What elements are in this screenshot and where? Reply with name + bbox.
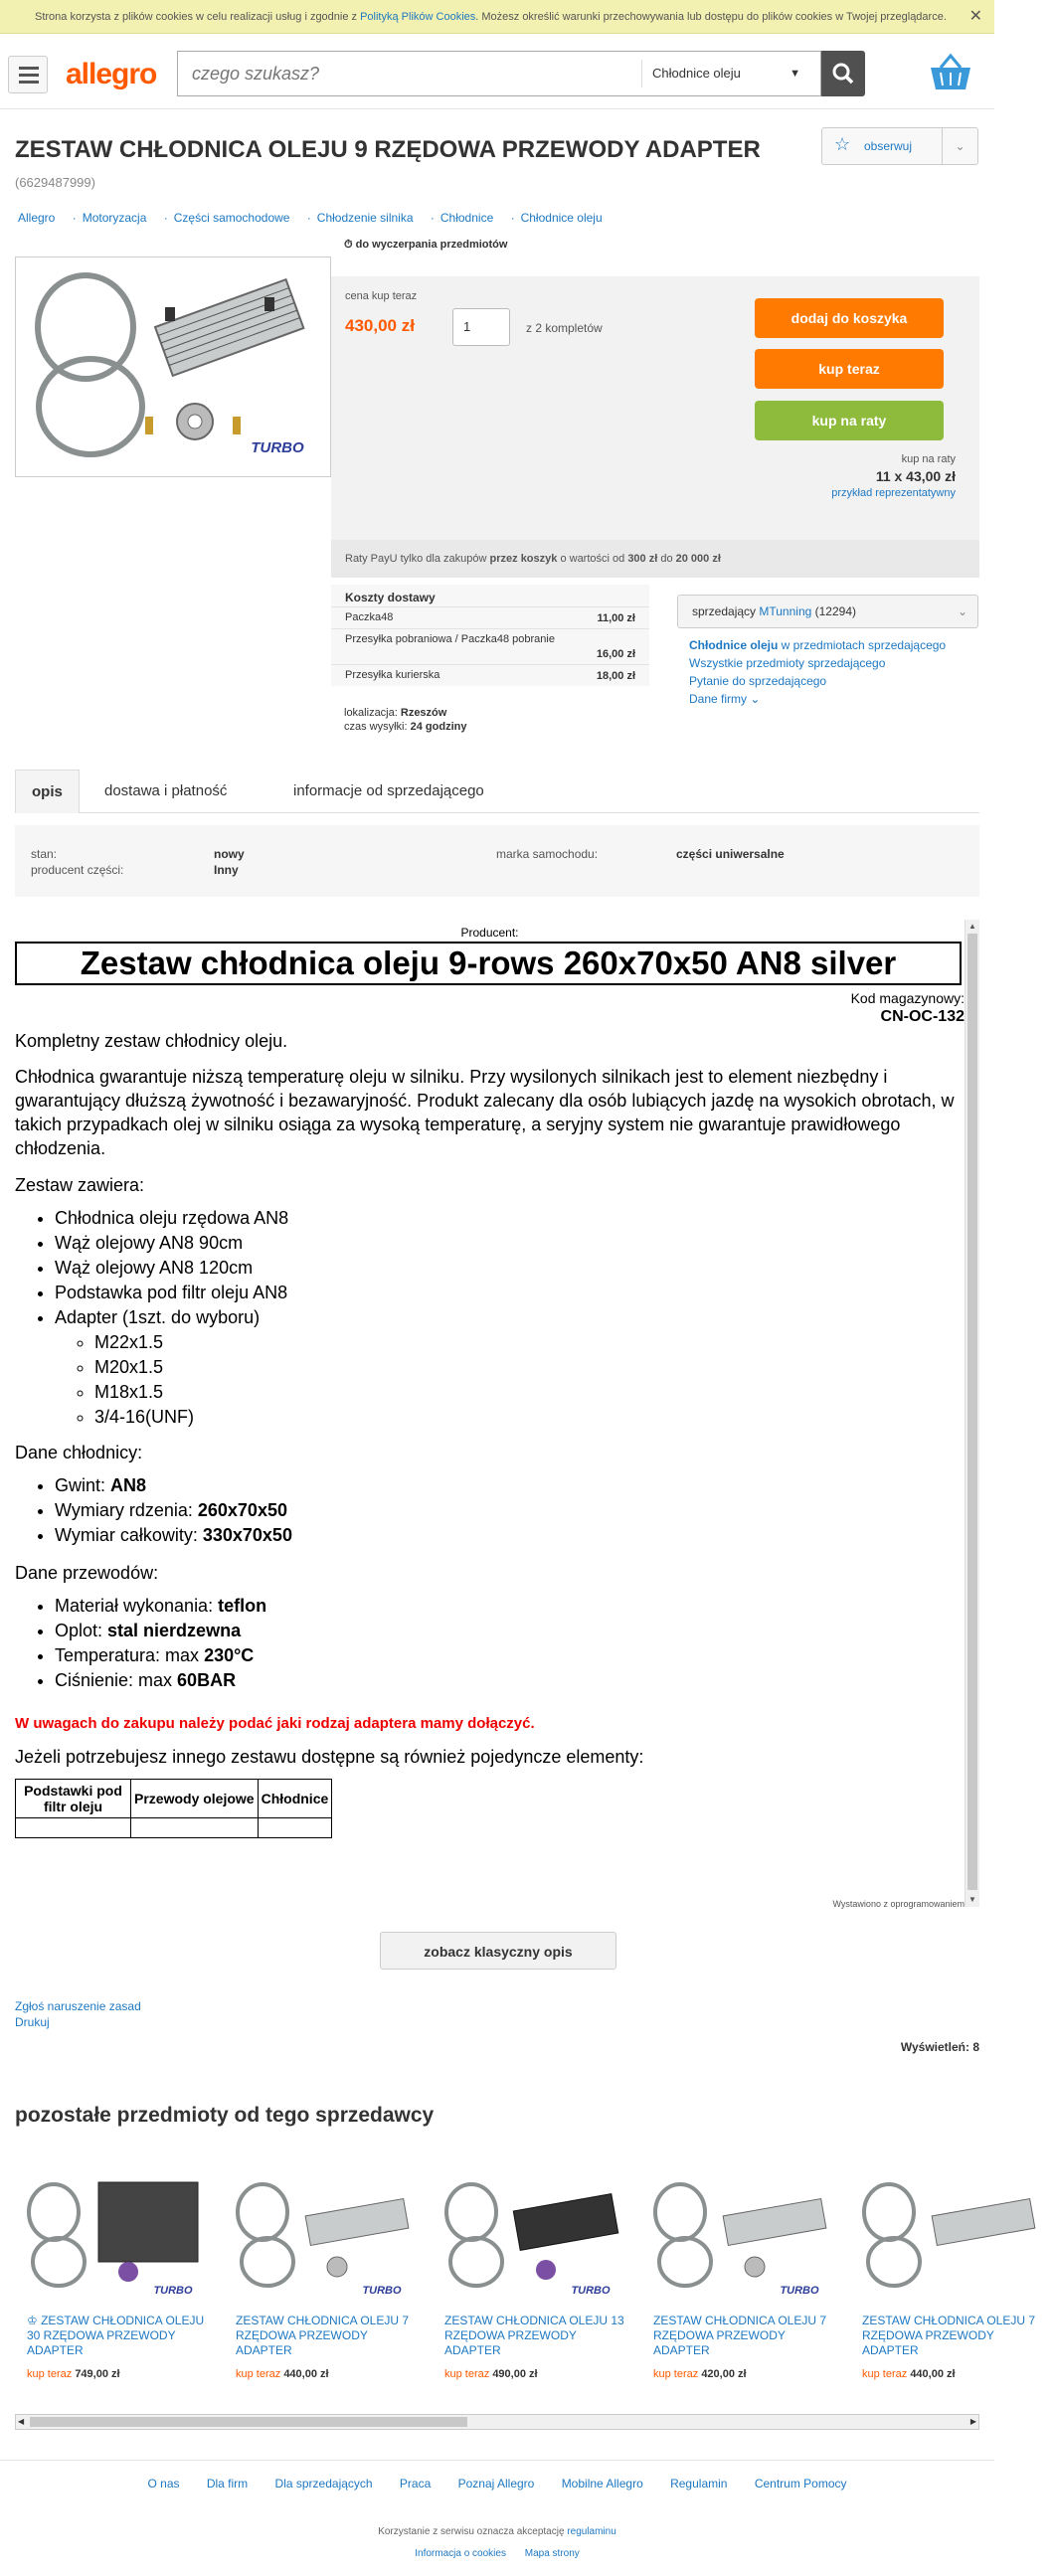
list-item: ◦ M20x1.5 [94,1355,194,1380]
item-price: kup teraz 749,00 zł [27,2368,120,2380]
list-item[interactable] [433,2162,636,2389]
list-item: • Temperatura: max 230°C [55,1643,266,1668]
breadcrumb-item[interactable]: Części samochodowe [173,211,290,225]
svg-text:TURBO: TURBO [153,2285,193,2297]
price: 430,00 zł [345,316,415,335]
footer-links [0,2477,994,2490]
item-thumbnail [645,2172,834,2300]
software-note: Wystawiono z oprogramowaniem [832,1899,965,1909]
search-button[interactable] [821,51,865,96]
footer-link[interactable]: Regulamin [670,2477,728,2490]
list-item: • Adapter (1szt. do wyboru) [55,1305,288,1330]
carousel-scrollbar[interactable] [15,2414,979,2430]
item-parameters: stan: nowy producent części: Inny marka samochodu: części uniwersalne [15,825,979,897]
description-frame [15,920,979,1907]
footer [0,2460,994,2576]
breadcrumb-item[interactable]: Chłodnice oleju [520,211,603,225]
shipping-costs [331,585,649,686]
footer-link[interactable]: Dla firm [206,2477,249,2490]
breadcrumb-item[interactable]: Motoryzacja [82,211,147,225]
breadcrumb-item[interactable]: Chłodzenie silnika [316,211,414,225]
footer-link[interactable]: Centrum Pomocy [754,2477,847,2490]
chevron-down-icon: ⌄ [750,692,761,706]
installments-example-link[interactable]: przykład reprezentatywny [831,487,956,499]
svg-text:TURBO: TURBO [251,439,304,456]
report-link[interactable]: Zgłoś naruszenie zasad [15,1999,141,2013]
footer-link[interactable]: O nas [147,2477,180,2490]
list-item[interactable] [15,2162,219,2389]
item-name[interactable]: ZESTAW CHŁODNICA OLEJU 7 RZĘDOWA PRZEWODY ADAPTER [653,2314,827,2357]
item-price: kup teraz 490,00 zł [444,2368,538,2380]
basket-icon [927,50,974,95]
quantity-input[interactable]: 1 [452,308,510,346]
list-item: • Wymiary rdzenia: 260x70x50 [55,1498,292,1523]
footer-link[interactable]: Informacja o cookies [415,2548,506,2559]
svg-text:TURBO: TURBO [362,2285,402,2297]
installments-value: 11 x 43,00 zł [875,468,956,484]
description-scrollbar[interactable] [965,920,979,1907]
add-to-cart-button[interactable]: dodaj do koszyka [755,298,944,338]
buy-now-button[interactable]: kup teraz [755,349,944,389]
availability-text: do wyczerpania przedmiotów [355,239,508,251]
search-input[interactable] [192,52,649,95]
location: Rzeszów [400,707,447,719]
close-icon[interactable]: ✕ [968,8,982,25]
print-link[interactable]: Drukuj [15,2015,50,2029]
footer-link[interactable]: Mapa strony [524,2548,580,2559]
list-item[interactable] [641,2162,845,2389]
item-price: kup teraz 440,00 zł [236,2368,329,2380]
breadcrumb: Allegro · Motoryzacja · Części samochodowe · Chłodzenie silnika · Chłodnice · Chłodnice oleju [18,211,603,225]
item-name[interactable]: ♔ ZESTAW CHŁODNICA OLEJU 30 RZĘDOWA PRZEWODY ADAPTER [27,2314,205,2357]
classic-description-button[interactable]: zobacz klasyczny opis [380,1932,616,1970]
footer-link[interactable]: Mobilne Allegro [561,2477,643,2490]
star-icon: ☆ [834,134,851,154]
table-cell [258,1818,332,1838]
seller-link[interactable]: Chłodnice oleju w przedmiotach sprzedającego [689,638,947,652]
item-name[interactable]: ZESTAW CHŁODNICA OLEJU 13 RZĘDOWA PRZEWODY ADAPTER [444,2314,624,2357]
search-category-value: Chłodnice oleju [652,66,741,81]
description-paragraph: Chłodnica gwarantuje niższą temperaturę oleju w silniku. Przy wysilonych silnikach jest to element niezbędny i gwarantujący dłuższą żywotność i bezawaryjność. Produkt zalecany dla osób lubiących jazdę na wysokich obrotach, w takich przypadkach olej w silniku osiąga za wysoką temperaturę, a seryjny system nie gwarantuje prawidłowego chłodzenia. [15,1067,955,1158]
search-category-select[interactable] [641,60,810,87]
hoses-title: Dane przewodów: [15,1563,159,1583]
breadcrumb-item[interactable]: Chłodnice [439,211,494,225]
chevron-down-icon: ▼ [790,68,800,80]
search-icon [821,51,865,96]
tabs [15,770,979,813]
shipping-row: Przesyłka pobraniowa / Paczka48 pobranie 16,00 zł [331,628,649,664]
page-title [15,135,771,198]
installments-button[interactable]: kup na raty [755,401,944,440]
set-list [55,1206,288,1330]
search-bar [177,51,821,96]
description-title: Zestaw chłodnica oleju 9-rows 260x70x50 AN8 silver [15,942,962,985]
installments-label: kup na raty [901,453,956,465]
list-item: • Wąż olejowy AN8 120cm [55,1256,288,1281]
chevron-down-icon: ⌄ [957,604,967,618]
cooler-title: Dane chłodnicy: [15,1443,143,1462]
item-thumbnail [19,2172,208,2300]
item-name[interactable]: ZESTAW CHŁODNICA OLEJU 7 RZĘDOWA PRZEWODY ADAPTER [862,2314,1036,2357]
item-thumbnail [437,2172,625,2300]
views-count: Wyświetleń: 8 [900,2040,979,2054]
seller-name[interactable]: MTunning [759,604,812,618]
seller-link[interactable]: Pytanie do sprzedającego [689,674,827,688]
seller-link[interactable]: Dane firmy ⌄ [689,692,761,706]
item-thumbnail [854,2172,1043,2300]
seller-rating: (12294) [814,604,857,618]
observe-label: obserwuj [864,139,913,153]
item-thumbnail [228,2172,417,2300]
table-cell [16,1818,131,1838]
other-items-carousel [15,2162,1036,2401]
producer-label: Producent: [460,926,519,940]
cookie-text: Strona korzysta z plików cookies w celu realizacji usług i zgodnie z [35,11,361,23]
terms-link[interactable]: regulaminu [567,2526,616,2537]
cookie-bar [0,0,994,34]
breadcrumb-item[interactable]: Allegro [18,211,56,225]
list-item: ◦ M22x1.5 [94,1330,194,1355]
list-item: • Wymiar całkowity: 330x70x50 [55,1523,292,1548]
seller-box[interactable]: sprzedający MTunning (12294) ⌄ [677,595,978,628]
set-title: Zestaw zawiera: [15,1175,145,1195]
report-links [15,1998,141,2030]
product-image[interactable] [15,257,331,477]
scroll-down-icon[interactable]: ▼ [968,1895,976,1904]
item-price: kup teraz 420,00 zł [653,2368,747,2380]
location-info: lokalizacja: Rzeszów czas wysyłki: 24 godziny [344,707,467,733]
list-item: • Chłodnica oleju rzędowa AN8 [55,1206,288,1231]
clock-icon: ⏱ [344,239,353,251]
table-cell [131,1818,259,1838]
footer-link[interactable]: Dla sprzedających [274,2477,373,2490]
other-elements-text: Jeżeli potrzebujesz innego zestawu dostępne są również pojedyncze elementy: [15,1747,644,1767]
footer-link[interactable]: Poznaj Allegro [457,2477,535,2490]
shipping-title: Koszty dostawy [345,591,436,604]
menu-button[interactable] [8,56,48,93]
other-items-title: pozostałe przedmioty od tego sprzedawcy [15,2104,435,2127]
table-header: Chłodnice [258,1780,332,1818]
shipping-row: Przesyłka kurierska 18,00 zł [331,664,649,686]
hoses-list [55,1594,266,1693]
seller-link[interactable]: Wszystkie przedmioty sprzedającego [689,656,886,670]
list-item: ◦ 3/4-16(UNF) [94,1405,194,1430]
list-item[interactable] [224,2162,428,2389]
chevron-down-icon[interactable]: ⌄ [942,128,977,164]
footer-links-secondary [0,2548,994,2559]
badge-icon: ♔ [27,2314,42,2327]
list-item: • Gwint: AN8 [55,1473,292,1498]
cookie-text-after: . Możesz określić warunki przechowywania lub dostępu do plików cookies w Twojej przeglądarce. [475,11,947,23]
list-item: ◦ M18x1.5 [94,1380,194,1405]
svg-text:TURBO: TURBO [571,2285,611,2297]
list-item[interactable] [850,2162,1054,2389]
adapter-list [94,1330,194,1430]
price-label: cena kup teraz [345,290,418,302]
table-header: Podstawki pod filtr oleju [16,1780,131,1818]
shipping-time: 24 godziny [410,721,467,733]
cart-button[interactable] [927,50,974,95]
observe-button[interactable] [821,127,978,165]
product-title: ZESTAW CHŁODNICA OLEJU 9 RZĘDOWA PRZEWODY ADAPTER [15,136,761,163]
description-intro: Kompletny zestaw chłodnicy oleju. [15,1031,288,1051]
payu-info: Raty PayU tylko dla zakupów przez koszyk o wartości od 300 zł do 20 000 zł [331,540,979,578]
tab-shipping[interactable]: dostawa i płatność [104,782,228,799]
item-name[interactable]: ZESTAW CHŁODNICA OLEJU 7 RZĘDOWA PRZEWODY ADAPTER [236,2314,410,2357]
table-header: Przewody olejowe [131,1780,259,1818]
item-price: kup teraz 440,00 zł [862,2368,956,2380]
elements-table [15,1779,332,1838]
footer-note: Korzystanie z serwisu oznacza akceptację regulaminu [378,2526,616,2537]
stock-code: Kod magazynowy: CN-OC-132 [850,990,965,1025]
seller-links [689,636,946,708]
svg-text:TURBO: TURBO [780,2285,819,2297]
adapter-warning: W uwagach do zakupu należy podać jaki rodzaj adaptera mamy dołączyć. [15,1715,535,1732]
cookie-policy-link[interactable]: Polityką Plików Cookies [360,11,476,23]
footer-link[interactable]: Praca [399,2477,432,2490]
product-id: (6629487999) [15,175,95,190]
list-item: • Ciśnienie: max 60BAR [55,1668,266,1693]
buy-panel [331,276,979,540]
scroll-left-icon[interactable]: ◀ [18,2417,25,2426]
allegro-logo[interactable]: allegro [66,58,157,90]
list-item: • Materiał wykonania: teflon [55,1594,266,1619]
tab-seller-info[interactable]: informacje od sprzedającego [293,782,484,799]
scroll-right-icon[interactable]: ▶ [969,2417,976,2426]
product-photo [16,258,330,476]
scroll-thumb[interactable] [967,934,977,1890]
cooler-list [55,1473,292,1548]
quantity-of: z 2 kompletów [526,321,603,335]
scroll-up-icon[interactable]: ▲ [968,922,976,931]
list-item: • Podstawka pod filtr oleju AN8 [55,1281,288,1305]
scroll-thumb[interactable] [30,2417,467,2427]
tab-description[interactable]: opis [15,770,80,813]
shipping-row: Paczka48 11,00 zł [331,606,649,628]
availability [344,239,507,252]
list-item: • Oplot: stal nierdzewna [55,1619,266,1643]
list-item: • Wąż olejowy AN8 90cm [55,1231,288,1256]
